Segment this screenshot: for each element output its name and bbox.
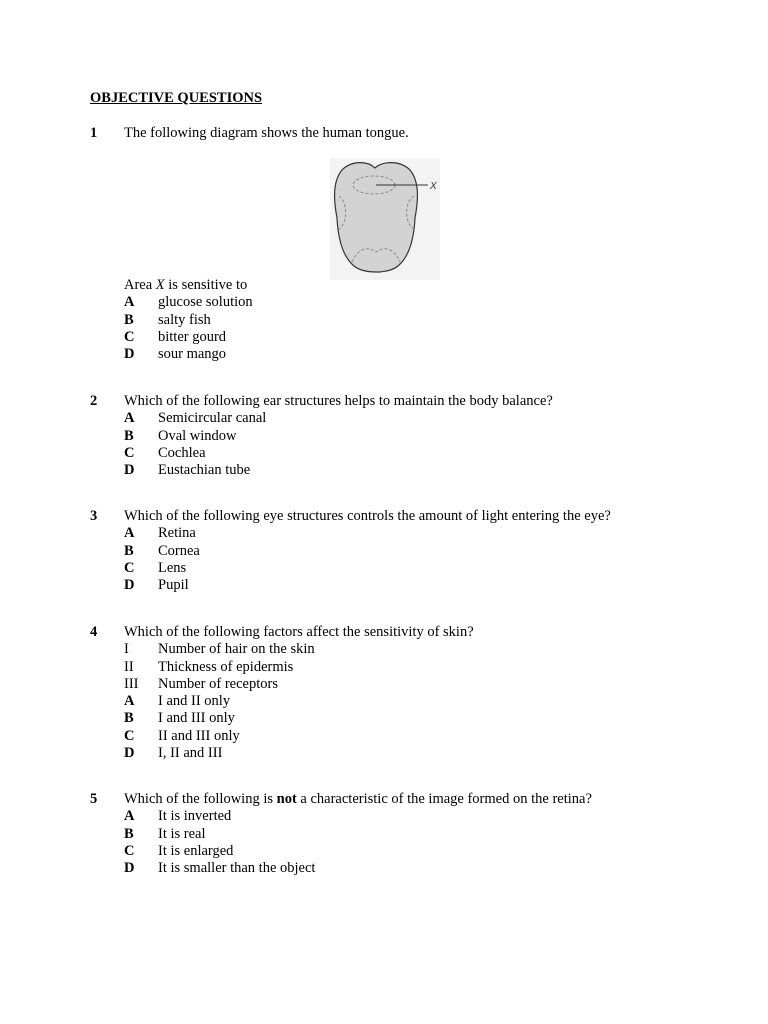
question-text: Which of the following ear structures helps to maintain the body balance? [124,393,553,409]
option-letter: A [124,525,135,542]
statement-text: Number of hair on the skin [158,641,315,658]
option-d[interactable] [124,745,730,762]
option-letter: A [124,693,135,710]
option-c[interactable] [124,329,730,346]
option-text: II and III only [158,727,240,744]
question-text [124,791,730,808]
option-d[interactable] [124,860,730,877]
stem-variable: X [155,277,165,293]
option-text: I and III only [158,710,235,727]
option-text: salty fish [158,311,211,328]
option-text: It is inverted [158,808,232,825]
option-letter: D [124,577,135,594]
option-letter: B [124,311,134,328]
option-a[interactable] [124,410,730,427]
question-text-prefix: Which of the following is [124,791,277,807]
question-number: 5 [90,791,98,807]
page-heading: OBJECTIVE QUESTIONS [90,90,263,106]
option-letter: D [124,745,135,762]
option-b[interactable] [124,826,730,843]
option-b[interactable] [124,312,730,329]
options-list [124,410,730,479]
statement-numeral: I [124,641,129,658]
option-letter: C [124,328,135,345]
option-c[interactable] [124,728,730,745]
option-text: I and II only [158,693,231,710]
statement-text: Number of receptors [158,675,278,692]
question-stem [124,277,730,294]
tongue-diagram [330,158,440,280]
tongue-diagram-svg [330,158,440,280]
option-d[interactable] [124,577,730,594]
option-letter: A [124,294,135,311]
question-text: Which of the following factors affect the sensitivity of skin? [124,624,474,640]
option-letter: C [124,444,135,461]
option-text: sour mango [158,346,227,363]
option-a[interactable] [124,525,730,542]
options-list [124,808,730,877]
options-list [124,294,730,363]
option-b[interactable] [124,543,730,560]
option-text: Pupil [158,577,189,594]
option-text: Semicircular canal [158,410,267,427]
option-text: Oval window [158,427,237,444]
question-text: The following diagram shows the human tongue. [124,125,409,141]
options-list [124,693,730,762]
option-letter: B [124,825,134,842]
option-text: I, II and III [158,745,223,762]
option-letter: D [124,860,135,877]
tongue-outline [335,163,418,272]
options-list [124,525,730,594]
question-1-stem [90,277,730,363]
question-text-emphasis: not [276,791,297,807]
option-b[interactable] [124,710,730,727]
question-number: 4 [90,624,98,640]
option-text: Eustachian tube [158,462,251,479]
option-c[interactable] [124,445,730,462]
option-text: Lens [158,559,187,576]
option-letter: C [124,842,135,859]
statements-list [124,641,730,693]
option-letter: B [124,542,134,559]
statement-numeral: II [124,658,134,675]
option-c[interactable] [124,560,730,577]
question-text: Which of the following eye structures controls the amount of light entering the eye? [124,508,611,524]
question-3 [90,508,730,594]
option-letter: D [124,346,135,363]
question-5 [90,791,730,877]
question-number: 2 [90,393,98,409]
option-letter: A [124,808,135,825]
statement-ii [124,659,730,676]
statement-iii [124,676,730,693]
option-text: bitter gourd [158,328,227,345]
option-text: Retina [158,525,196,542]
option-text: glucose solution [158,294,253,311]
option-d[interactable] [124,462,730,479]
option-a[interactable] [124,693,730,710]
option-d[interactable] [124,346,730,363]
option-a[interactable] [124,294,730,311]
option-letter: C [124,727,135,744]
stem-suffix: is sensitive to [164,277,248,293]
label-x: X [430,181,437,192]
option-letter: D [124,462,135,479]
option-text: Cochlea [158,444,206,461]
question-number: 3 [90,508,98,524]
option-b[interactable] [124,428,730,445]
option-text: It is enlarged [158,842,234,859]
question-text-suffix: a characteristic of the image formed on the retina? [296,791,592,807]
option-c[interactable] [124,843,730,860]
option-text: It is real [158,825,206,842]
option-a[interactable] [124,808,730,825]
option-letter: C [124,559,135,576]
statement-i [124,641,730,658]
option-letter: A [124,410,135,427]
stem-prefix: Area [124,277,156,293]
statement-text: Thickness of epidermis [158,658,294,675]
option-text: Cornea [158,542,200,559]
option-letter: B [124,710,134,727]
option-letter: B [124,427,134,444]
question-2 [90,393,730,479]
option-text: It is smaller than the object [158,860,316,877]
statement-numeral: III [124,675,139,692]
question-1 [90,125,730,142]
question-number: 1 [90,125,98,141]
question-4 [90,624,730,762]
